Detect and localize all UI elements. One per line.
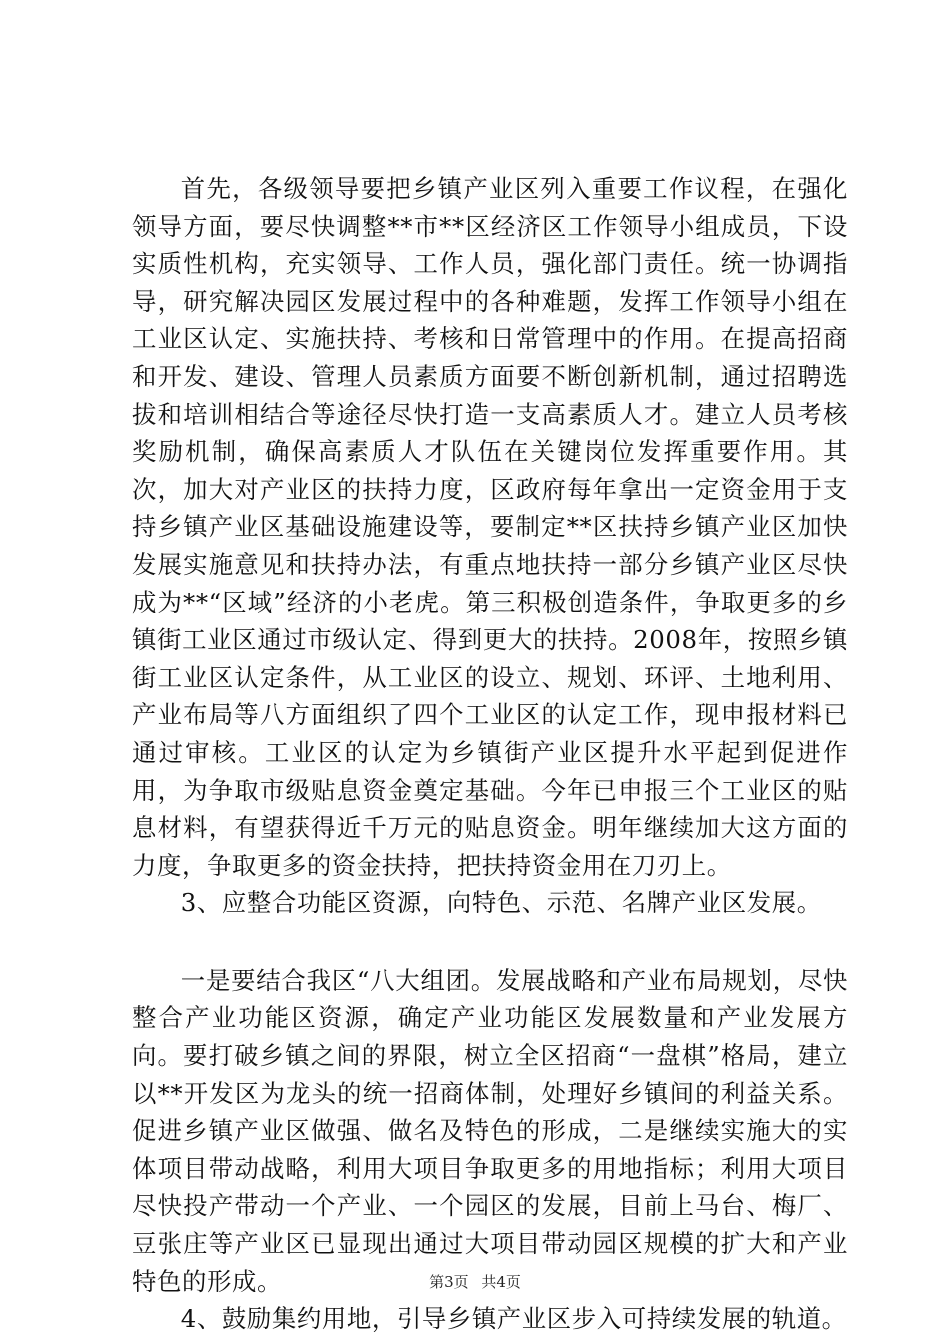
page-number: 第3页 (429, 1273, 469, 1291)
body-paragraph-2: 一是要结合我区“八大组团。发展战略和产业布局规划，尽快整合产业功能区资源，确定产业功能区发展数量和产业发展方向。要打破乡镇之间的界限，树立全区招商“一盘棋”格局，建立以**开发区为龙头的统一招商体制，处理好乡镇间的利益关系。促进乡镇产业区做强、做名及特色的形成，二是继续实施大的实体项目带动战略，利用大项目争取更多的用地指标；利用大项目尽快投产带动一个产业、一个园区的发展，目前上马台、梅厂、豆张庄等产业区已显现出通过大项目带动园区规模的扩大和产业特色的形成。 (132, 965, 848, 1296)
document-body (132, 170, 848, 1338)
page-footer (0, 1272, 950, 1292)
body-paragraph-1: 首先，各级领导要把乡镇产业区列入重要工作议程，在强化领导方面，要尽快调整**市**区经济区工作领导小组成员，下设实质性机构，充实领导、工作人员，强化部门责任。统一协调指导，研究解决园区发展过程中的各种难题，发挥工作领导小组在工业区认定、实施扶持、考核和日常管理中的作用。在提高招商和开发、建设、管理人员素质方面要不断创新机制，通过招聘选拔和培训相结合等途径尽快打造一支高素质人才。建立人员考核奖励机制，确保高素质人才队伍在关键岗位发挥重要作用。其次，加大对产业区的扶持力度，区政府每年拿出一定资金用于支持乡镇产业区基础设施建设等，要制定**区扶持乡镇产业区加快发展实施意见和扶持办法，有重点地扶持一部分乡镇产业区尽快成为**“区域”经济的小老虎。第三积极创造条件，争取更多的乡镇街工业区通过市级认定、得到更大的扶持。2008年，按照乡镇街工业区认定条件，从工业区的设立、规划、环评、土地利用、产业布局等八方面组织了四个工业区的认定工作，现申报材料已通过审核。工业区的认定为乡镇街产业区提升水平起到促进作用，为争取市级贴息资金奠定基础。今年已申报三个工业区的贴息材料，有望获得近千万元的贴息资金。明年继续加大这方面的力度，争取更多的资金扶持，把扶持资金用在刀刃上。 (132, 174, 848, 880)
paragraph-spacer (132, 922, 848, 962)
section-heading-4: 4、鼓励集约用地，引导乡镇产业区步入可持续发展的轨道。 (180, 1304, 847, 1334)
section-heading-3: 3、应整合功能区资源，向特色、示范、名牌产业区发展。 (180, 888, 822, 918)
page-total: 共4页 (481, 1273, 521, 1291)
